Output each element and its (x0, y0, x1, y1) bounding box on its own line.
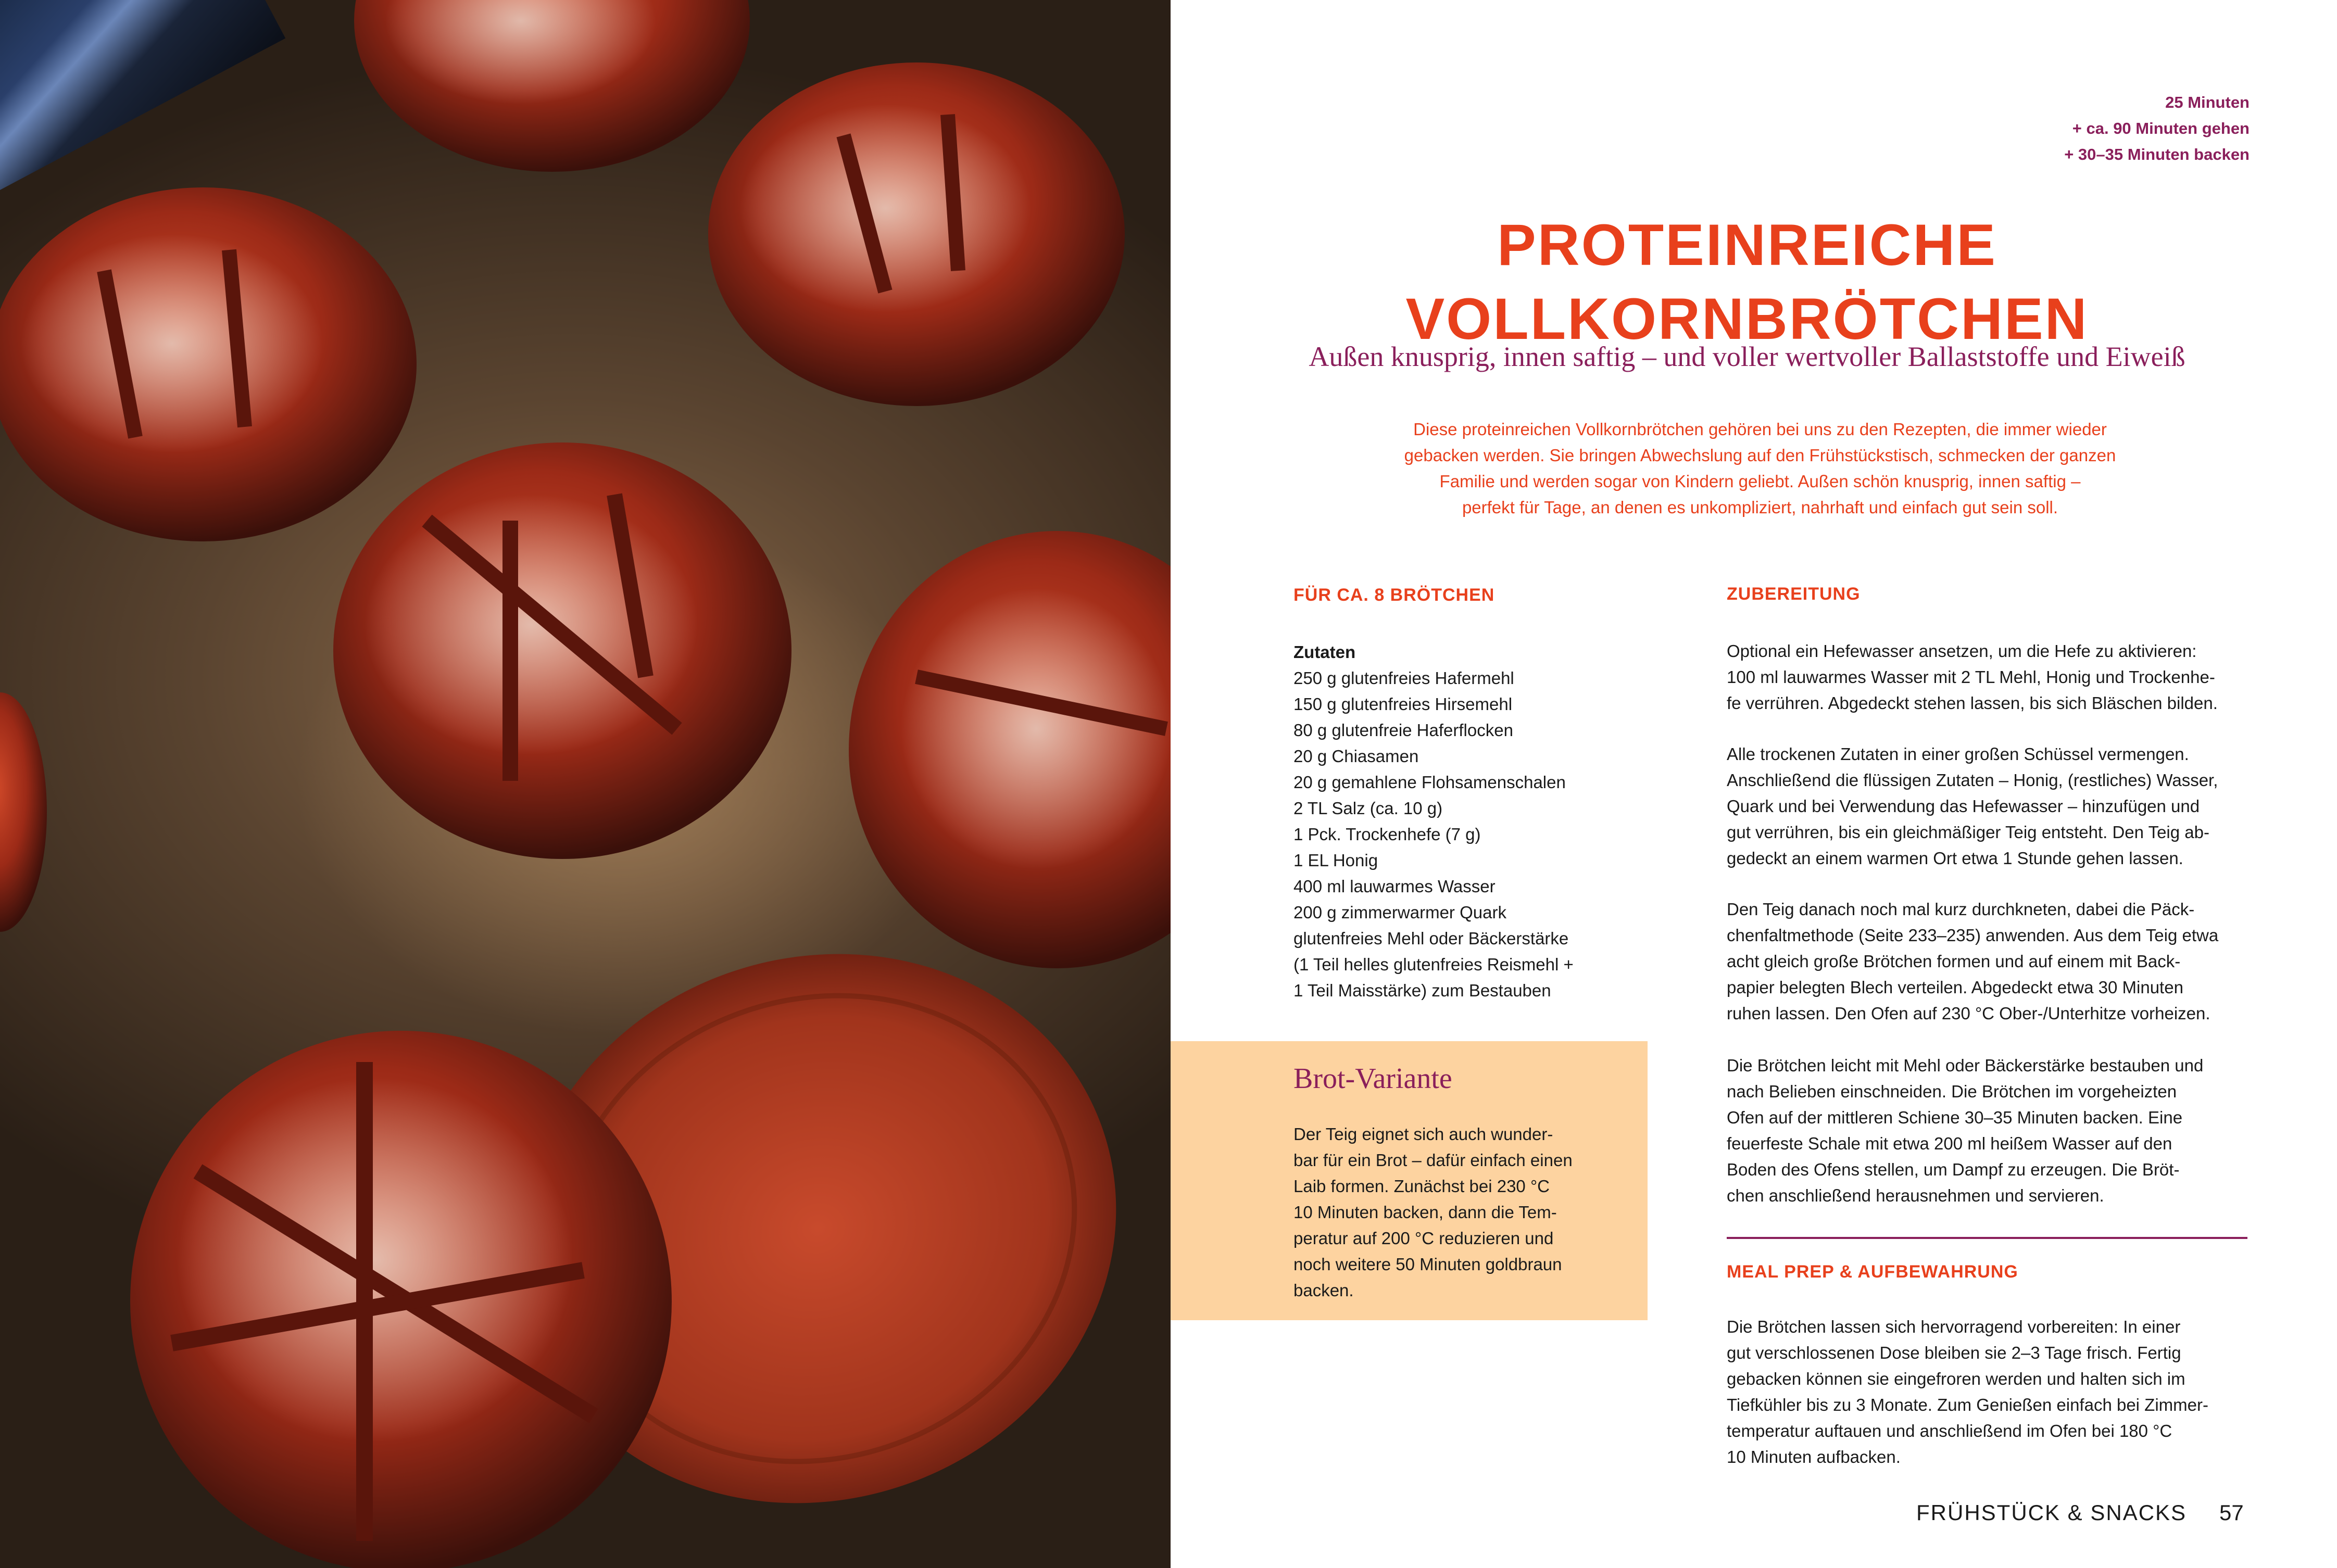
ingredient-item: 1 Pck. Trockenhefe (7 g) (1293, 825, 1481, 844)
ingredient-item: 20 g gemahlene Flohsamenschalen (1293, 773, 1566, 792)
ingredient-item: glutenfreies Mehl oder Bäckerstärke (1293, 929, 1569, 948)
ingredients-heading: FÜR CA. 8 BRÖTCHEN (1293, 585, 1495, 605)
intro-line: Familie und werden sogar von Kindern geliebt. Außen schön knusprig, innen saftig – (1439, 472, 2081, 491)
step-line: fe verrühren. Abgedeckt stehen lassen, bis sich Bläschen bilden. (1727, 693, 2218, 713)
step-line: Anschließend die flüssigen Zutaten – Honig, (restliches) Wasser, (1727, 770, 2218, 790)
bread-roll (354, 0, 750, 172)
bread-roll (708, 62, 1125, 406)
title-line: PROTEINREICHE (1497, 212, 1997, 277)
variant-line: Der Teig eignet sich auch wunder- (1293, 1124, 1553, 1144)
ingredient-item: (1 Teil helles glutenfreies Reismehl + (1293, 955, 1574, 974)
intro-line: gebacken werden. Sie bringen Abwechslung auf den Frühstückstisch, schmecken der ganzen (1404, 446, 2116, 465)
step-line: 100 ml lauwarmes Wasser mit 2 TL Mehl, Honig und Trockenhe- (1727, 667, 2215, 687)
step-line: Optional ein Hefewasser ansetzen, um die Hefe zu aktivieren: (1727, 641, 2197, 661)
variant-title: Brot-Variante (1293, 1063, 1452, 1095)
step-line: feuerfeste Schale mit etwa 200 ml heißem Wasser auf den (1727, 1134, 2172, 1153)
step-line: chenfaltmethode (Seite 233–235) anwenden. Aus dem Teig etwa (1727, 926, 2219, 945)
footer-section-name: FRÜHSTÜCK & SNACKS (1916, 1500, 2187, 1525)
bread-roll (849, 531, 1171, 968)
meal-prep-line: temperatur auftauen und anschließend im Ofen bei 180 °C (1727, 1421, 2172, 1440)
recipe-subtitle: Außen knusprig, innen saftig – und voller wertvoller Ballaststoffe und Eiweiß (1309, 341, 2185, 372)
meal-prep-text (1727, 1314, 2258, 1470)
ingredient-item: 20 g Chiasamen (1293, 747, 1419, 766)
variant-line: 10 Minuten backen, dann die Tem- (1293, 1203, 1557, 1222)
variant-line: backen. (1293, 1281, 1354, 1300)
step-line: ruhen lassen. Den Ofen auf 230 °C Ober-/Unterhitze vorheizen. (1727, 1004, 2210, 1023)
step-line: chen anschließend herausnehmen und servieren. (1727, 1186, 2104, 1205)
variant-line: Laib formen. Zunächst bei 230 °C (1293, 1177, 1550, 1196)
bake-time: + 30–35 Minuten backen (2064, 145, 2250, 163)
ingredient-item: 80 g glutenfreie Haferflocken (1293, 720, 1513, 740)
intro-text (1354, 416, 2166, 521)
ingredient-item: 400 ml lauwarmes Wasser (1293, 877, 1496, 896)
preparation-step (1727, 741, 2258, 871)
variant-text (1293, 1121, 1627, 1304)
page-number: 57 (2219, 1500, 2244, 1525)
meal-prep-line: gut verschlossenen Dose bleiben sie 2–3 Tage frisch. Fertig (1727, 1343, 2181, 1362)
step-line: Ofen auf der mittleren Schiene 30–35 Minuten backen. Eine (1727, 1108, 2183, 1127)
bread-roll (0, 692, 47, 932)
ingredient-item: 1 EL Honig (1293, 851, 1378, 870)
meal-prep-line: 10 Minuten aufbacken. (1727, 1447, 1901, 1466)
meal-prep-line: Tiefkühler bis zu 3 Monate. Zum Genießen einfach bei Zimmer- (1727, 1395, 2208, 1414)
ingredients-list (1293, 665, 1648, 1004)
meal-prep-heading: MEAL PREP & AUFBEWAHRUNG (1727, 1262, 2018, 1282)
prep-time: 25 Minuten (2165, 93, 2250, 111)
meal-prep-line: gebacken können sie eingefroren werden und halten sich im (1727, 1369, 2185, 1388)
recipe-title (1213, 208, 2281, 356)
bread-roll (0, 187, 417, 541)
variant-line: noch weitere 50 Minuten goldbraun (1293, 1255, 1562, 1274)
rise-time: + ca. 90 Minuten gehen (2072, 119, 2250, 137)
ingredient-item: 200 g zimmerwarmer Quark (1293, 903, 1506, 922)
ingredient-item: 1 Teil Maisstärke) zum Bestauben (1293, 981, 1551, 1000)
step-line: Den Teig danach noch mal kurz durchkneten, dabei die Päck- (1727, 900, 2195, 919)
bread-roll (130, 1031, 672, 1568)
step-line: Quark und bei Verwendung das Hefewasser – hinzufügen und (1727, 796, 2200, 816)
step-line: gut verrühren, bis ein gleichmäßiger Teig entsteht. Den Teig ab- (1727, 823, 2209, 842)
variant-line: peratur auf 200 °C reduzieren und (1293, 1229, 1554, 1248)
step-line: acht gleich große Brötchen formen und auf einem mit Back- (1727, 952, 2181, 971)
section-divider (1727, 1237, 2247, 1239)
preparation-step (1727, 1053, 2258, 1209)
variant-line: bar für ein Brot – dafür einfach einen (1293, 1150, 1573, 1170)
ingredient-item: 150 g glutenfreies Hirsemehl (1293, 694, 1513, 714)
title-line: VOLLKORNBRÖTCHEN (1405, 286, 2089, 351)
step-line: gedeckt an einem warmen Ort etwa 1 Stunde gehen lassen. (1727, 849, 2183, 868)
step-line: Die Brötchen leicht mit Mehl oder Bäckerstärke bestauben und (1727, 1056, 2204, 1075)
step-line: nach Belieben einschneiden. Die Brötchen im vorgeheizten (1727, 1082, 2177, 1101)
time-info (1927, 90, 2250, 168)
meal-prep-line: Die Brötchen lassen sich hervorragend vorbereiten: In einer (1727, 1317, 2181, 1336)
ingredient-item: 250 g glutenfreies Hafermehl (1293, 668, 1514, 688)
ingredients-label: Zutaten (1293, 642, 1356, 662)
step-line: Boden des Ofens stellen, um Dampf zu erzeugen. Die Bröt- (1727, 1160, 2180, 1179)
ingredient-item: 2 TL Salz (ca. 10 g) (1293, 799, 1443, 818)
preparation-step (1727, 638, 2258, 716)
intro-line: Diese proteinreichen Vollkornbrötchen gehören bei uns zu den Rezepten, die immer wieder (1413, 420, 2107, 439)
intro-line: perfekt für Tage, an denen es unkompliziert, nahrhaft und einfach gut sein soll. (1462, 498, 2058, 517)
preparation-step (1727, 896, 2258, 1027)
step-line: Alle trockenen Zutaten in einer großen Schüssel vermengen. (1727, 744, 2189, 764)
bread-roll (333, 442, 791, 859)
step-line: papier belegten Blech verteilen. Abgedeckt etwa 30 Minuten (1727, 978, 2183, 997)
preparation-heading: ZUBEREITUNG (1727, 584, 1861, 604)
